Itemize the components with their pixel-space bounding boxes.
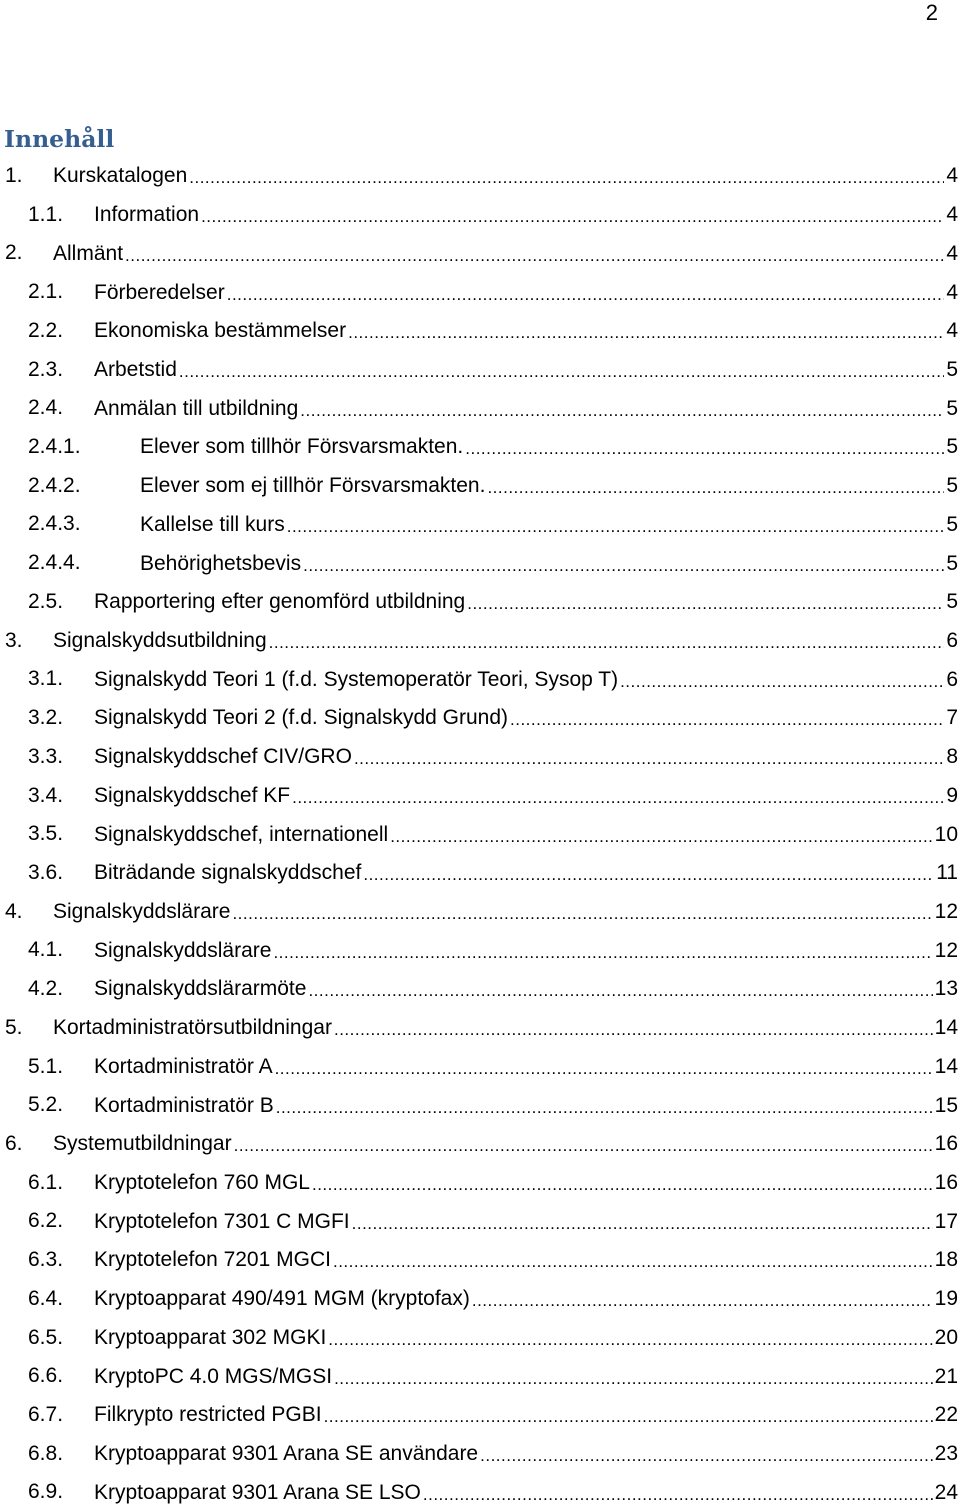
toc-entry-line xyxy=(53,157,960,196)
toc-entry-page[interactable]: 5 xyxy=(946,590,958,614)
toc-entry[interactable] xyxy=(0,931,960,970)
toc-entry[interactable] xyxy=(0,1396,960,1435)
toc-heading: Innehåll xyxy=(4,125,115,153)
toc-dot-leader xyxy=(465,435,944,459)
toc-entry-line xyxy=(94,351,960,390)
toc-entry-title[interactable]: Signalskydd Teori 1 (f.d. Systemoperatör Teori, Sysop T) xyxy=(94,667,619,691)
toc-dot-leader xyxy=(189,164,944,188)
toc-dot-leader xyxy=(276,1094,933,1118)
toc-entry-page[interactable]: 5 xyxy=(946,474,958,498)
toc-entry-number: 6.9. xyxy=(28,1480,64,1504)
toc-entry-line xyxy=(94,931,960,970)
toc-entry[interactable] xyxy=(0,777,960,816)
toc-entry-title[interactable]: Kortadministratör B xyxy=(94,1093,274,1117)
toc-entry-page[interactable]: 7 xyxy=(946,706,958,730)
toc-entry-line xyxy=(53,234,960,273)
toc-entry-title[interactable]: Elever som ej tillhör Försvarsmakten. xyxy=(140,474,486,498)
toc-entry-line xyxy=(94,1319,960,1358)
toc-entry-number: 2.1. xyxy=(28,280,64,304)
toc-entry[interactable] xyxy=(0,893,960,932)
toc-dot-leader xyxy=(308,977,932,1001)
toc-entry-number: 3.5. xyxy=(28,822,64,846)
toc-entry-page[interactable]: 16 xyxy=(934,1171,958,1195)
toc-entry[interactable] xyxy=(0,622,960,661)
toc-entry-title[interactable]: Arbetstid xyxy=(94,357,177,381)
toc-entry-line xyxy=(140,505,960,544)
toc-entry-title[interactable]: Elever som tillhör Försvarsmakten. xyxy=(140,435,464,459)
toc-entry-title[interactable]: Kryptoapparat 9301 Arana SE användare xyxy=(94,1442,479,1466)
toc-dot-leader xyxy=(273,939,932,963)
toc-entry-title[interactable]: Signalskyddschef, internationell xyxy=(94,822,389,846)
toc-entry[interactable] xyxy=(0,583,960,622)
toc-entry-line xyxy=(53,622,960,661)
toc-entry-line xyxy=(94,660,960,699)
toc-entry-number: 3.6. xyxy=(28,860,64,884)
toc-entry-page[interactable]: 4 xyxy=(946,241,958,265)
toc-entry-line xyxy=(94,854,960,893)
toc-entry-title[interactable]: Signalskyddschef CIV/GRO xyxy=(94,745,352,769)
toc-entry[interactable] xyxy=(0,1086,960,1125)
toc-entry-page[interactable]: 5 xyxy=(946,512,958,536)
table-of-contents xyxy=(0,157,960,1512)
toc-entry-page[interactable]: 16 xyxy=(934,1132,958,1156)
toc-entry-title[interactable]: Kryptotelefon 7301 C MGFI xyxy=(94,1209,350,1233)
toc-entry-title[interactable]: Signalskyddslärare xyxy=(94,938,272,962)
toc-entry-line xyxy=(94,970,960,1009)
toc-entry-line xyxy=(53,1009,960,1048)
toc-entry[interactable] xyxy=(0,699,960,738)
toc-entry-title[interactable]: Kortadministratörsutbildningar xyxy=(53,1016,332,1040)
toc-entry-page[interactable]: 17 xyxy=(934,1209,958,1233)
toc-dot-leader xyxy=(472,1287,933,1311)
toc-entry-number: 1. xyxy=(5,164,23,187)
toc-dot-leader xyxy=(352,1210,933,1234)
toc-entry[interactable] xyxy=(0,1357,960,1396)
toc-dot-leader xyxy=(275,1055,933,1079)
toc-entry-page[interactable]: 4 xyxy=(946,280,958,304)
toc-entry-number: 2.4.2. xyxy=(28,473,81,497)
toc-entry[interactable] xyxy=(0,312,960,351)
toc-entry-title[interactable]: Förberedelser xyxy=(94,280,225,304)
toc-dot-leader xyxy=(300,397,944,421)
toc-entry[interactable] xyxy=(0,389,960,428)
toc-dot-leader xyxy=(125,242,944,266)
toc-entry[interactable] xyxy=(0,854,960,893)
toc-dot-leader xyxy=(354,745,944,769)
toc-entry-number: 5.2. xyxy=(28,1093,64,1117)
toc-dot-leader xyxy=(334,1365,933,1389)
toc-entry-line xyxy=(94,1202,960,1241)
toc-entry-title[interactable]: Kryptoapparat 490/491 MGM (kryptofax) xyxy=(94,1287,470,1311)
toc-entry-page[interactable]: 12 xyxy=(934,938,958,962)
toc-entry-line xyxy=(94,1241,960,1280)
toc-entry[interactable] xyxy=(0,1241,960,1280)
toc-entry-line xyxy=(53,1125,960,1164)
toc-entry-title[interactable]: Signalskyddslärare xyxy=(53,900,231,924)
toc-entry-line xyxy=(140,467,960,506)
toc-entry-line xyxy=(94,583,960,622)
toc-entry-number: 2. xyxy=(5,241,23,265)
toc-entry-title[interactable]: Kryptotelefon 760 MGL xyxy=(94,1171,310,1195)
toc-entry-line xyxy=(94,273,960,312)
toc-entry-page[interactable]: 10 xyxy=(934,822,958,846)
toc-entry-number: 4.2. xyxy=(28,977,64,1001)
toc-entry-page[interactable]: 5 xyxy=(946,357,958,381)
toc-entry-title[interactable]: Anmälan till utbildning xyxy=(94,396,299,420)
toc-dot-leader xyxy=(227,281,945,305)
toc-entry-line xyxy=(94,699,960,738)
toc-entry-title[interactable]: Kurskatalogen xyxy=(53,164,188,188)
toc-entry-number: 2.5. xyxy=(28,589,64,613)
toc-entry[interactable] xyxy=(0,467,960,506)
toc-entry-page[interactable]: 22 xyxy=(934,1403,958,1427)
toc-entry-number: 6.6. xyxy=(28,1364,64,1388)
toc-entry-number: 2.4. xyxy=(28,396,64,420)
page-number: 2 xyxy=(925,0,938,25)
toc-entry[interactable] xyxy=(0,660,960,699)
toc-entry-title[interactable]: Signalskyddslärarmöte xyxy=(94,977,307,1001)
toc-dot-leader xyxy=(333,1248,933,1272)
toc-dot-leader xyxy=(510,706,944,730)
toc-dot-leader xyxy=(232,900,932,924)
toc-entry[interactable] xyxy=(0,1202,960,1241)
toc-entry[interactable] xyxy=(0,505,960,544)
toc-entry-page[interactable]: 15 xyxy=(934,1093,958,1117)
toc-entry-title[interactable]: Behörighetsbevis xyxy=(140,551,302,575)
toc-entry-number: 5. xyxy=(5,1015,23,1039)
toc-entry[interactable] xyxy=(0,815,960,854)
toc-entry-page[interactable]: 8 xyxy=(946,745,958,769)
toc-entry-number: 2.2. xyxy=(28,318,64,342)
toc-entry-line xyxy=(53,893,960,932)
toc-entry[interactable] xyxy=(0,428,960,467)
toc-entry[interactable] xyxy=(0,273,960,312)
toc-entry-title[interactable]: Signalskyddsutbildning xyxy=(53,628,267,652)
toc-entry-number: 6.7. xyxy=(28,1403,64,1426)
toc-dot-leader xyxy=(334,1016,933,1040)
toc-entry-title[interactable]: Biträdande signalskyddschef xyxy=(94,861,362,885)
toc-dot-leader xyxy=(234,1132,933,1156)
toc-entry-title[interactable]: Kryptoapparat 302 MGKI xyxy=(94,1325,327,1349)
toc-entry-line xyxy=(94,815,960,854)
toc-entry[interactable] xyxy=(0,1048,960,1087)
toc-entry-page[interactable]: 14 xyxy=(934,1016,958,1040)
toc-entry-page[interactable]: 18 xyxy=(934,1248,958,1272)
toc-entry-line xyxy=(94,777,960,816)
toc-entry-title[interactable]: Information xyxy=(94,203,200,227)
toc-entry-page[interactable]: 13 xyxy=(934,977,958,1001)
toc-entry-title[interactable]: Rapportering efter genomförd utbildning xyxy=(94,590,466,614)
toc-entry-page[interactable]: 19 xyxy=(934,1287,958,1311)
toc-entry-number: 6.5. xyxy=(28,1325,64,1349)
toc-entry-page[interactable]: 4 xyxy=(946,319,958,343)
toc-entry-number: 3.4. xyxy=(28,783,64,807)
toc-entry[interactable] xyxy=(0,1125,960,1164)
toc-entry-page[interactable]: 5 xyxy=(946,396,958,420)
toc-entry-page[interactable]: 5 xyxy=(946,435,958,459)
toc-entry[interactable] xyxy=(0,351,960,390)
toc-dot-leader xyxy=(620,668,944,692)
toc-dot-leader xyxy=(303,552,944,576)
toc-entry-title[interactable]: KryptoPC 4.0 MGS/MGSI xyxy=(94,1364,333,1388)
toc-dot-leader xyxy=(269,629,945,653)
toc-entry-title[interactable]: Ekonomiska bestämmelser xyxy=(94,319,347,343)
toc-dot-leader xyxy=(312,1171,933,1195)
toc-entry-title[interactable]: Kortadministratör A xyxy=(94,1054,273,1078)
toc-entry-number: 3.2. xyxy=(28,706,64,730)
toc-entry-line xyxy=(94,1435,960,1474)
toc-entry[interactable] xyxy=(0,1319,960,1358)
toc-entry-page[interactable]: 11 xyxy=(936,861,958,885)
toc-entry-title[interactable]: Filkrypto restricted PGBI xyxy=(94,1403,322,1427)
toc-entry-line xyxy=(94,196,960,235)
toc-entry-number: 2.4.1. xyxy=(28,435,81,459)
toc-dot-leader xyxy=(292,784,944,808)
toc-dot-leader xyxy=(324,1403,933,1427)
toc-dot-leader xyxy=(423,1481,933,1505)
toc-entry-number: 2.3. xyxy=(28,357,64,381)
toc-entry-number: 2.4.3. xyxy=(28,512,81,536)
toc-dot-leader xyxy=(287,513,945,537)
toc-entry-page[interactable]: 12 xyxy=(934,900,958,924)
toc-entry-title[interactable]: Signalskyddschef KF xyxy=(94,783,291,807)
toc-entry-line xyxy=(94,1396,960,1435)
toc-entry-page[interactable]: 4 xyxy=(946,164,958,188)
toc-entry-page[interactable]: 5 xyxy=(946,551,958,575)
toc-entry-title[interactable]: Signalskydd Teori 2 (f.d. Signalskydd Grund) xyxy=(94,706,508,730)
toc-entry-number: 6.8. xyxy=(28,1441,64,1465)
toc-entry-number: 3.1. xyxy=(28,667,64,691)
toc-entry-number: 3.3. xyxy=(28,744,64,768)
toc-entry-page[interactable]: 9 xyxy=(946,783,958,807)
toc-dot-leader xyxy=(328,1326,932,1350)
toc-entry-title[interactable]: Kallelse till kurs xyxy=(140,512,285,536)
toc-entry[interactable] xyxy=(0,157,960,196)
toc-entry-number: 1.1. xyxy=(28,202,64,226)
toc-entry[interactable] xyxy=(0,1164,960,1203)
toc-entry-page[interactable]: 21 xyxy=(934,1364,958,1388)
toc-entry-line xyxy=(94,1086,960,1125)
toc-entry-number: 6.3. xyxy=(28,1248,64,1272)
toc-entry-page[interactable]: 6 xyxy=(946,667,958,691)
toc-dot-leader xyxy=(487,474,944,498)
toc-entry-number: 6.2. xyxy=(28,1209,64,1233)
toc-entry-line xyxy=(140,544,960,583)
toc-entry-page[interactable]: 6 xyxy=(946,628,958,652)
toc-dot-leader xyxy=(348,319,944,343)
toc-dot-leader xyxy=(480,1442,933,1466)
toc-entry-line xyxy=(94,1164,960,1203)
toc-entry[interactable] xyxy=(0,544,960,583)
toc-entry-line xyxy=(94,1048,960,1087)
toc-entry[interactable] xyxy=(0,1473,960,1512)
toc-entry-number: 6.4. xyxy=(28,1286,64,1310)
toc-entry-number: 3. xyxy=(5,628,23,652)
toc-entry-page[interactable]: 4 xyxy=(946,203,958,227)
toc-entry-title[interactable]: Allmänt xyxy=(53,241,124,265)
toc-entry-page[interactable]: 14 xyxy=(934,1054,958,1078)
toc-entry-title[interactable]: Kryptotelefon 7201 MGCI xyxy=(94,1248,331,1272)
toc-entry-line xyxy=(94,738,960,777)
toc-entry-number: 6. xyxy=(5,1131,23,1155)
toc-dot-leader xyxy=(179,358,944,382)
toc-entry[interactable] xyxy=(0,738,960,777)
toc-entry-number: 4.1. xyxy=(28,938,64,962)
toc-entry[interactable] xyxy=(0,234,960,273)
toc-entry[interactable] xyxy=(0,1435,960,1474)
toc-entry-number: 4. xyxy=(5,899,23,923)
toc-entry-title[interactable]: Systemutbildningar xyxy=(53,1132,232,1156)
toc-entry-line xyxy=(94,1280,960,1319)
toc-entry-line xyxy=(94,1473,960,1512)
toc-entry-line xyxy=(140,428,960,467)
toc-dot-leader xyxy=(390,823,932,847)
toc-entry-line xyxy=(94,1357,960,1396)
toc-dot-leader xyxy=(467,590,944,614)
toc-entry-number: 6.1. xyxy=(28,1170,64,1194)
toc-dot-leader xyxy=(363,861,934,885)
toc-entry[interactable] xyxy=(0,1009,960,1048)
toc-entry[interactable] xyxy=(0,970,960,1009)
toc-entry-line xyxy=(94,389,960,428)
toc-entry-page[interactable]: 23 xyxy=(934,1442,958,1466)
toc-entry-page[interactable]: 20 xyxy=(934,1325,958,1349)
toc-entry[interactable] xyxy=(0,196,960,235)
toc-entry-page[interactable]: 24 xyxy=(934,1480,958,1504)
toc-entry-number: 5.1. xyxy=(28,1054,64,1078)
toc-entry-number: 2.4.4. xyxy=(28,551,81,575)
toc-entry[interactable] xyxy=(0,1280,960,1319)
toc-dot-leader xyxy=(201,203,944,227)
toc-entry-line xyxy=(94,312,960,351)
toc-entry-title[interactable]: Kryptoapparat 9301 Arana SE LSO xyxy=(94,1480,421,1504)
